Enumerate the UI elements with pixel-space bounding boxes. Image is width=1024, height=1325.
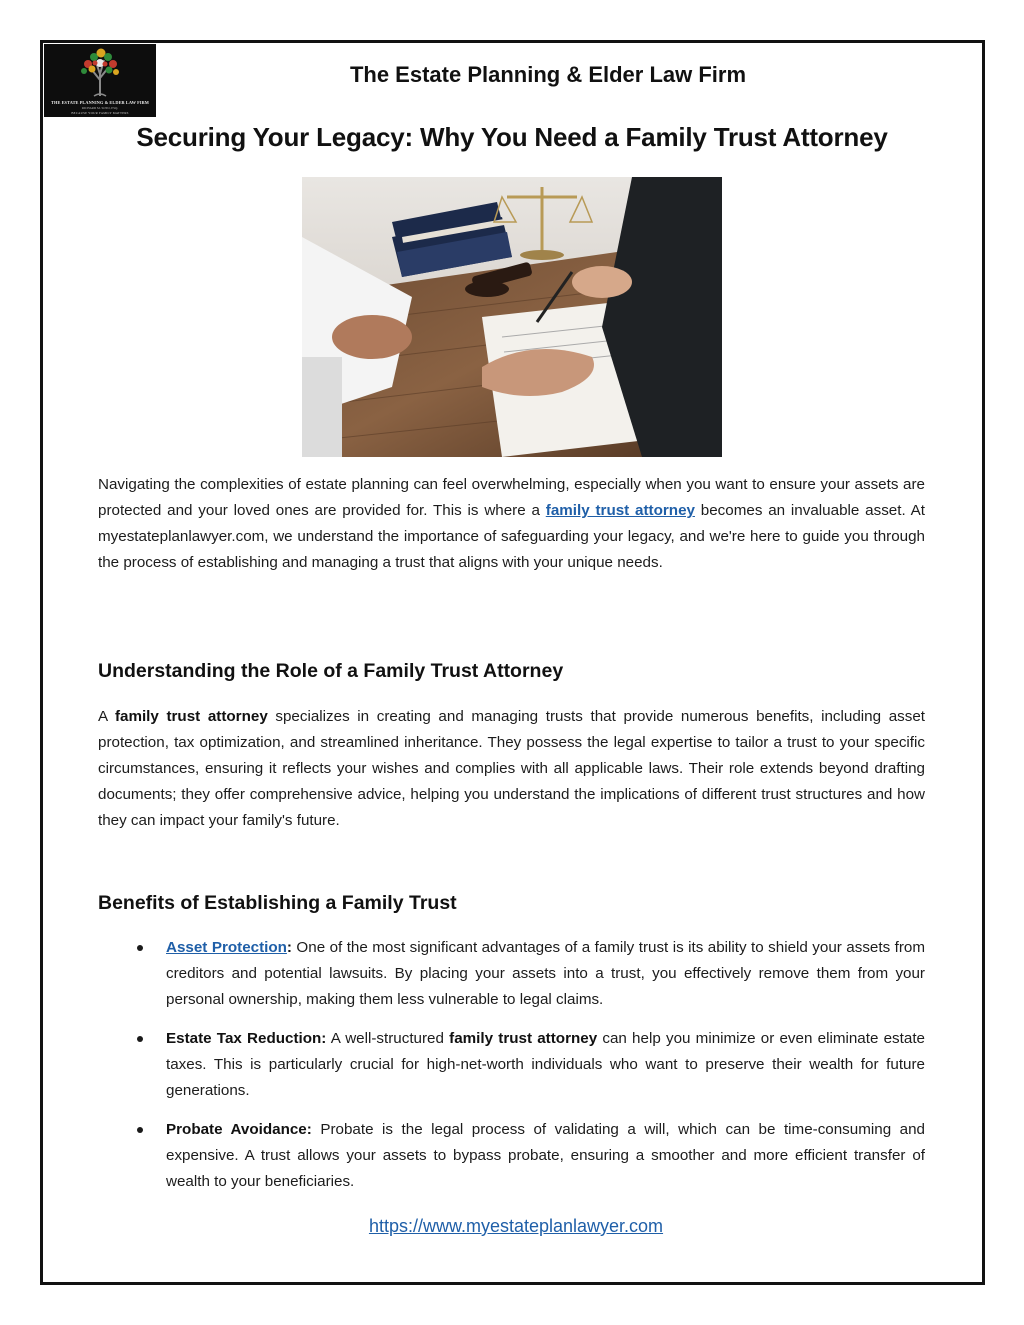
list-item: [98, 935, 925, 1013]
tree-logo-icon: [44, 44, 156, 100]
firm-name-heading: The Estate Planning & Elder Law Firm: [349, 62, 747, 87]
section-heading-role: Understanding the Role of a Family Trust Attorney: [98, 660, 564, 682]
footer-website-link[interactable]: https://www.myestateplanlawyer.com: [368, 1216, 664, 1236]
asset-protection-colon: :: [286, 939, 292, 956]
intro-text-end: becomes an invaluable asset. At myestateplanlawyer.com, we understand the importance of safeguarding your legacy, and we're here to guide you through the process of establishing and managing a trust that aligns with your unique needs.: [98, 502, 925, 571]
family-trust-attorney-link[interactable]: family trust attorney: [545, 502, 695, 519]
list-item: [98, 1026, 925, 1104]
estate-tax-bold-term: family trust attorney: [449, 1030, 598, 1047]
bullet-dot-icon: [137, 945, 143, 951]
intro-text-start: Navigating the complexities of estate planning can feel overwhelming, especially when you want to ensure your assets are protected and your loved ones are provided for. This is where a: [98, 476, 925, 519]
role-text-lead: A: [98, 708, 115, 725]
asset-protection-link[interactable]: Asset Protection: [166, 939, 287, 956]
intro-paragraph: [98, 472, 925, 576]
logo-tagline: BECAUSE YOUR FAMILY MATTERS: [71, 111, 129, 115]
role-bold-term: family trust attorney: [114, 708, 268, 725]
probate-label: Probate Avoidance:: [166, 1121, 312, 1138]
firm-logo: [44, 44, 156, 117]
page-title: Securing Your Legacy: Why You Need a Family Trust Attorney: [136, 122, 888, 152]
bullet-dot-icon: [137, 1127, 143, 1133]
role-text-rest: specializes in creating and managing trusts that provide numerous benefits, including asset protection, tax optimization, and streamlined inheritance. They possess the legal expertise to tailor a trust to your specific circumstances, ensuring it reflects your wishes and complies with all applicable laws. Their role extends beyond drafting documents; they offer comprehensive advice, helping you understand the implications of different trust structures and how they can impact your family's future.: [98, 708, 925, 829]
benefits-list: [98, 935, 925, 1208]
list-item: [98, 1117, 925, 1195]
estate-tax-text-a: A well-structured: [326, 1030, 450, 1047]
estate-tax-label: Estate Tax Reduction:: [166, 1030, 327, 1047]
lawyer-consultation-photo: [302, 177, 722, 457]
logo-firm-name: THE ESTATE PLANNING & ELDER LAW FIRM: [51, 100, 149, 105]
role-paragraph: [98, 704, 925, 834]
asset-protection-text: One of the most significant advantages of a family trust is its ability to shield your assets from creditors and potential lawsuits. By placing your assets into a trust, you effectively remove them from your personal ownership, making them less vulnerable to legal claims.: [166, 939, 926, 1008]
estate-tax-text-b: can help you minimize or even eliminate estate taxes. This is particularly crucial for high-net-worth individuals who want to preserve their wealth for future generations.: [166, 1030, 925, 1099]
logo-subline: RICHARD M. SOTO, ESQ.: [81, 106, 119, 110]
section-heading-benefits: Benefits of Establishing a Family Trust: [98, 892, 457, 914]
probate-text: Probate is the legal process of validating a will, which can be time-consuming and expensive. A trust allows your assets to bypass probate, ensuring a smoother and more efficient transfer of wealth to your beneficiaries.: [166, 1121, 926, 1190]
bullet-dot-icon: [137, 1036, 143, 1042]
